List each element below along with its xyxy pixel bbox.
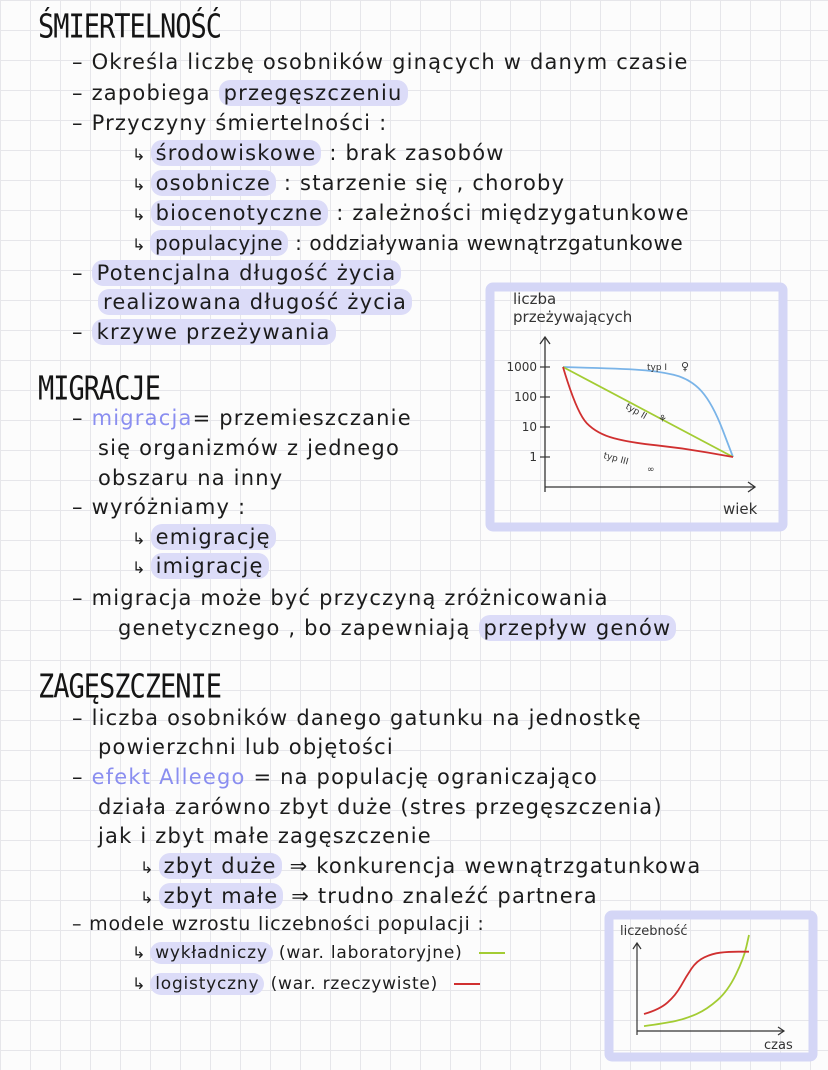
cause-item: ↳ biocenotyczne : zależności międzygatunkowe — [132, 201, 690, 225]
arrow-icon: ↳ — [132, 558, 147, 577]
y-tick-label: 100 — [514, 390, 537, 404]
allee-effect-3: jak i zbyt małe zagęszczenie — [98, 824, 432, 848]
y-axis-label: liczebność — [620, 924, 688, 939]
migration-definition-3: obszaru na inny — [98, 466, 284, 490]
y-tick-label: 10 — [521, 420, 537, 434]
mortality-line-1: – Określa liczbę osobników ginących w danym czasie — [72, 50, 689, 74]
migration-cause: – migracja może być przyczyną zróżnicowania — [72, 586, 609, 610]
migration-type-item: ↳ emigrację — [132, 527, 276, 548]
growth-chart — [604, 910, 818, 1062]
density-definition-2: powierzchni lub objętości — [98, 735, 394, 759]
arrow-icon: ↳ — [132, 974, 147, 993]
migration-definition-2: się organizmów z jednego — [98, 436, 400, 460]
curve-label-typ-2: typ II — [623, 401, 649, 422]
arrow-icon: ↳ — [132, 205, 147, 224]
arrow-icon: ↳ — [132, 175, 147, 194]
potential-lifespan: – Potencjalna długość życia — [72, 263, 401, 284]
y-tick-label: 1000 — [506, 360, 537, 374]
arrow-icon: ↳ — [132, 943, 147, 962]
realized-lifespan: realizowana długość życia — [98, 292, 412, 313]
y-tick-label: 1 — [529, 450, 537, 464]
cause-item: ↳ populacyjne : oddziaływania wewnątrzgatunkowe — [132, 231, 684, 255]
heading-density: ZAGĘSZCZENIE — [38, 668, 222, 706]
arrow-icon: ↳ — [140, 888, 155, 907]
heading-mortality: ŚMIERTELNOŚĆ — [38, 8, 222, 46]
allee-effect-2: działa zarówno zbyt duże (stres przegęszczenia) — [98, 795, 663, 819]
migration-type-item: ↳ imigrację — [132, 556, 269, 577]
growth-model-item: ↳ wykładniczy (war. laboratoryjne) — [132, 945, 505, 962]
arrow-icon: ↳ — [132, 145, 147, 164]
highlight-przegeszczeniu: przegęszczeniu — [219, 80, 408, 106]
allee-effect: – efekt Alleego = na populację ograniczająco — [72, 765, 599, 789]
mortality-line-2: – zapobiega przegęszczeniu — [72, 83, 408, 104]
migration-definition: – migracja= przemieszczanie — [72, 406, 412, 430]
arrow-icon: ↳ — [132, 529, 147, 548]
survival-chart — [485, 282, 788, 532]
mortality-line-3: – Przyczyny śmiertelności : — [72, 111, 388, 135]
x-axis-label: czas — [764, 1038, 793, 1053]
logistic-growth-curve — [644, 952, 749, 1014]
fish-symbol-icon: ∞ — [647, 465, 655, 475]
legend-swatch-logistic — [454, 983, 480, 985]
curve-label-typ-3: typ III — [602, 451, 630, 468]
density-case-item: ↳ zbyt małe ⇒ trudno znaleźć partnera — [140, 884, 598, 908]
density-definition: – liczba osobników danego gatunku na jednostkę — [72, 706, 642, 730]
migration-cause-2: genetycznego , bo zapewniają przepływ genów — [118, 618, 676, 639]
y-axis-label: przeżywających — [513, 308, 633, 326]
highlight-gene-flow: przepływ genów — [479, 615, 677, 641]
arrow-icon: ↳ — [140, 858, 155, 877]
growth-models-intro: – modele wzrostu liczebności populacji : — [72, 913, 485, 935]
female-symbol-icon: ♀ — [681, 360, 690, 373]
heading-migration: MIGRACJE — [38, 370, 161, 408]
curve-label-typ-1: typ I — [647, 363, 668, 373]
exponential-growth-curve — [644, 935, 749, 1026]
density-case-item: ↳ zbyt duże ⇒ konkurencja wewnątrzgatunkowa — [140, 854, 702, 878]
cause-item: ↳ osobnicze : starzenie się , choroby — [132, 171, 566, 195]
survival-curves: – krzywe przeżywania — [72, 322, 336, 343]
growth-model-item: ↳ logistyczny (war. rzeczywiste) — [132, 976, 480, 993]
legend-swatch-exponential — [479, 952, 505, 954]
migration-types-intro: – wyróżniamy : — [72, 495, 247, 519]
y-axis-label: liczba — [513, 290, 557, 308]
x-axis-label: wiek — [723, 500, 758, 518]
plant-symbol-icon: ⚘ — [658, 414, 667, 425]
cause-item: ↳ środowiskowe : brak zasobów — [132, 141, 505, 165]
arrow-icon: ↳ — [132, 235, 147, 254]
